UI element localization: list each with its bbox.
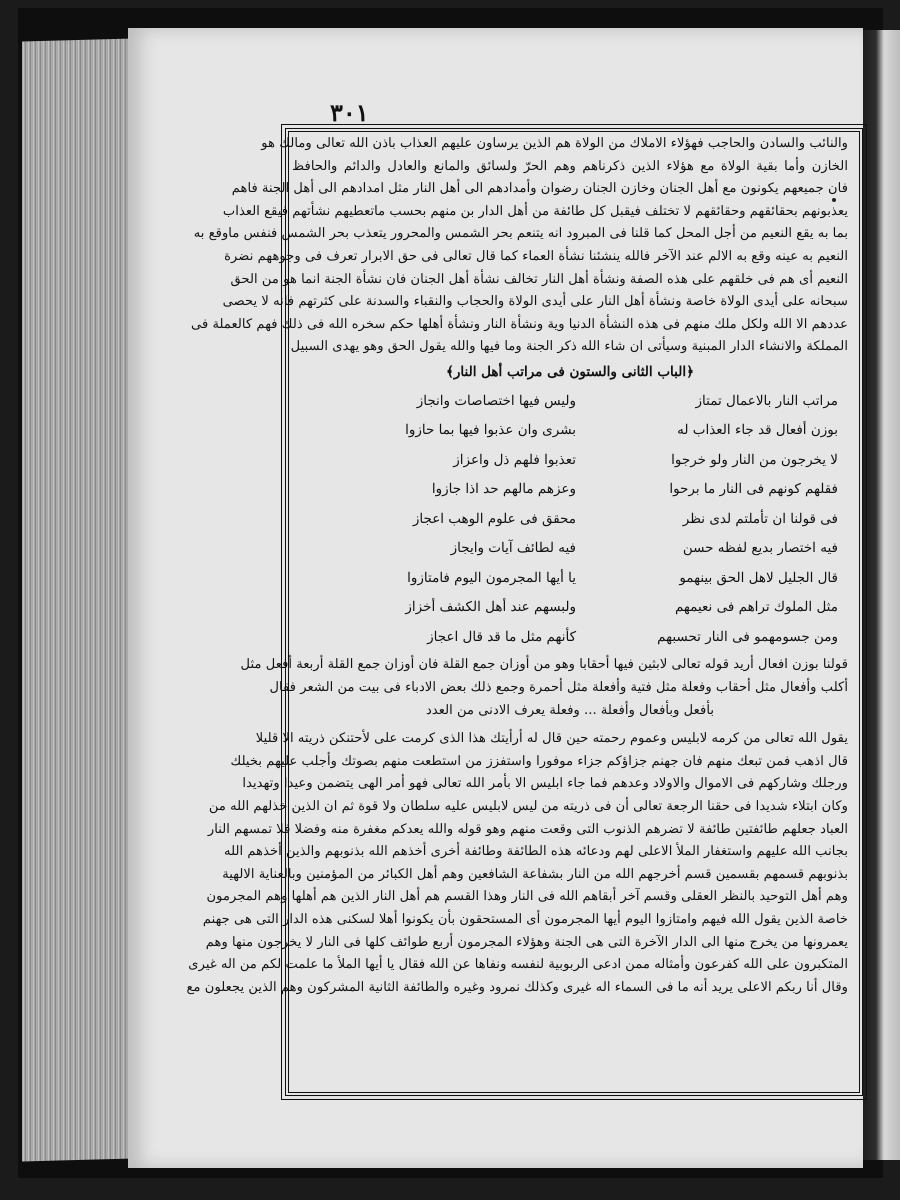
text-line: وقال أنا ربكم الاعلى يريد أنه ما فى السماء اله غيرى وكذلك نمرود وغيره والطائفة الثانية المشركون وهم الذين يجعلون مع: [186, 979, 848, 995]
verse-second-half: يا أيها المجرمون اليوم فامتازوا: [407, 569, 576, 586]
poem: [292, 387, 848, 653]
text-line: يقول الله تعالى من كرمه لابليس وعموم رحمته حين قال له أرأيتك هذا الذى كرمت على لأحتنكن ذريته الا قليلا: [255, 731, 848, 747]
poem-verse: [292, 593, 848, 623]
verse-first-half: فقلهم كونهم فى النار ما برحوا: [669, 481, 838, 498]
verse-second-half: وعزهم مالهم حد اذا جازوا: [431, 481, 576, 498]
poem-verse: [292, 387, 848, 417]
verse-second-half: ولبسهم عند أهل الكشف أخزاز: [405, 599, 576, 616]
text-line: بجانب الله عليهم واستغفار الملأ الاعلى لهم ودعائه هذه الطائفة وطائفة أخرى أخذهم الله بذنوبهم والذين أخذهم الله: [224, 844, 848, 860]
text-line: يعمرونها من يخرج منها الى الدار الآخرة التى هى الجنة وهؤلاء المجرمون أربع طوائف كلها فى النار لا يخرجون منها وهم: [205, 934, 848, 950]
verse-second-half: كأنهم مثل ما قد قال اعجاز: [427, 628, 576, 645]
text-line: المتكبرون على الله كفرعون وأمثاله ممن ادعى الربوبية لنفسه ونفاها عن الله فقال يا أيها الملأ ما علمت لكم من اله غيرى: [188, 957, 848, 973]
text-line: سبحانه على أيدى الولاة خاصة ونشأة أهل النار على أيدى الولاة والحجاب والنقباء والسدنة على كثرتهم فانه لا يحصى: [222, 294, 848, 310]
top-paragraph: [191, 133, 848, 359]
verse-second-half: فيه لطائف آيات وايجاز: [450, 540, 576, 557]
verse-first-half: قال الجليل لاهل الحق بينهمو: [679, 569, 838, 586]
text-line: قال اذهب فمن تبعك منهم فان جهنم جزاؤكم جزاء موفورا واستفزز من استطعت منهم بصوتك وأجلب عليهم بخيلك: [230, 753, 848, 769]
verse-second-half: وليس فيها اختصاصات وانجاز: [416, 392, 576, 409]
text-line: بما به يقع النعيم من أجل المحل كما قلنا فى المبرود انه يتنعم بحر الشمس والمحرور يتعذب بحر الشمس فنفس ماوقع به: [193, 226, 848, 242]
text-block: [186, 133, 848, 1083]
text-line: وهم أهل التوحيد بالنظر العقلى وقسم آخر أبقاهم الله فى النار وهذا القسم هم أهل النار الذين هم أهلها وهم المجرمون: [206, 889, 848, 905]
verse-first-half: ومن جسومهمو فى النار تحسبهم: [657, 628, 838, 645]
verse-first-half: مراتب النار بالاعمال تمتاز: [695, 392, 838, 409]
verse-first-half: لا يخرجون من النار ولو خرجوا: [671, 451, 838, 468]
verse-first-half: مثل الملوك تراهم فى نعيمهم: [674, 599, 838, 616]
text-line: الخازن وأما بقية الولاة مع هؤلاء الذين ذكرناهم وهم الحرّ ولسائق والمانع والعادل والدائم والحافظ: [292, 158, 848, 174]
poem-verse: [292, 475, 848, 505]
text-line: عددهم الا الله ولكل ملك منهم فى هذه النشأة الدنيا وية ونشأة النار ونشأة أهلها حكم سخره الله فى ذلك فهم كالعملة فى: [191, 316, 848, 332]
poem-verse: [292, 564, 848, 594]
poem-verse: [292, 446, 848, 476]
text-line: المملكة والانشاء الدار المبنية وسيأتى ان شاء الله ذكر الجنة وما فيها والله يقول الحق وهو يهدى السبيل: [290, 339, 848, 355]
text-line: ورجلك وشاركهم فى الاموال والاولاد وعدهم فما جاء ابليس الا بأمر الله تعالى فهو أمر الهى يتضمن وعيدا وتهديدا: [242, 776, 848, 792]
book-page-edges: [22, 39, 132, 1162]
verse-second-half: تعذبوا فلهم ذل واعزاز: [453, 451, 576, 468]
verse-first-half: فى قولنا ان تأملتم لدى نظر: [682, 510, 838, 527]
text-line: النعيم به عينه وقع به الالم عند الآخر فالله ينشئنا نشأة العماء كما قال تعالى فى حق الابرار تعرف فى وجوههم نضرة: [224, 248, 848, 264]
middle-paragraph: [240, 654, 848, 722]
text-line: والنائب والسادن والحاجب فهؤلاء الاملاك من الولاة هم الذين يرساون عليهم العذاب باذن الله تعالى ومالك هو: [261, 136, 848, 151]
text-line: بذنوبهم قسمهم بقسمين قسم أخرجهم الله من النار بشفاعة الشافعين وهم أهل الكبائر من المؤمنين وبالعناية الالهية: [222, 866, 848, 882]
verse-first-half: فيه اختصار بديع لفظه حسن: [682, 540, 838, 557]
verse-first-half: بوزن أفعال قد جاء العذاب له: [677, 422, 838, 439]
poem-verse: [292, 505, 848, 535]
page-number: ٣٠١: [330, 98, 369, 127]
text-line: قولنا بوزن افعال أريد قوله تعالى لابثين فيها أحقابا وهو من أوزان جمع القلة فان أوزان جمع القلة أربعة أفعل مثل: [240, 657, 848, 673]
text-line: النعيم أى هم فى خلقهم على هذه الصفة ونشأة أهل النار تخالف نشأة أهل الجنان فان نشأة الجنة انما هو من الحق: [230, 271, 848, 287]
text-line: فان جميعهم يكونون مع أهل الجنان وخازن الجنان رضوان وأمدادهم الى أهل النار مثل امدادهم الى أهل الجنة فاهم: [231, 181, 848, 197]
verse-second-half: بشرى وان عذبوا فيها بما حازوا: [405, 422, 576, 439]
verse-second-half: محقق فى علوم الوهب اعجاز: [412, 510, 576, 527]
text-line: يعذبونهم بحقائقهم وحقائقهم لا تختلف فيقبل كل طائفة من أهل الدار بن منهم بحسب ماتعطيهم نشأتهم فيقع العذاب: [222, 203, 848, 219]
poem-verse: [292, 416, 848, 446]
facing-page-strip: [860, 30, 900, 1160]
text-line: أكلب وأفعال مثل أحقاب وفعلة مثل فتية وأفعلة مثل أحمرة وجمع ذلك بعض الادباء فى بيت من الشعر فقال: [269, 680, 848, 696]
text-line: وكان ابتلاء شديدا فى حقنا الرجعة تعالى أن فى ذريته من ليس لابليس عليه سلطان ولا قوة ثم ان الذين خذلهم الله من: [208, 799, 848, 814]
text-line: العباد جعلهم طائفتين طائفة لا تضرهم الذنوب التى وقعت منهم وهو قوله والله يعدكم مغفرة منه وفضلا فلا تمسهم النار: [207, 821, 848, 837]
chapter-heading: ﴿الباب الثانى والستون فى مراتب أهل النار﴾: [445, 363, 695, 380]
bottom-paragraph: [186, 728, 848, 999]
poem-verse: [292, 534, 848, 564]
poem-verse: [292, 623, 848, 653]
text-line: خاصة الذين يقول الله فيهم وامتازوا اليوم أيها المجرمون أى المستحقون بأن يكونوا أهلا لسكنى هذه الدار التى هى جهنم: [202, 911, 848, 927]
quoted-verse: بأفعل وبأفعال وأفعلة ... وفعلة يعرف الادنى من العدد: [425, 702, 715, 718]
